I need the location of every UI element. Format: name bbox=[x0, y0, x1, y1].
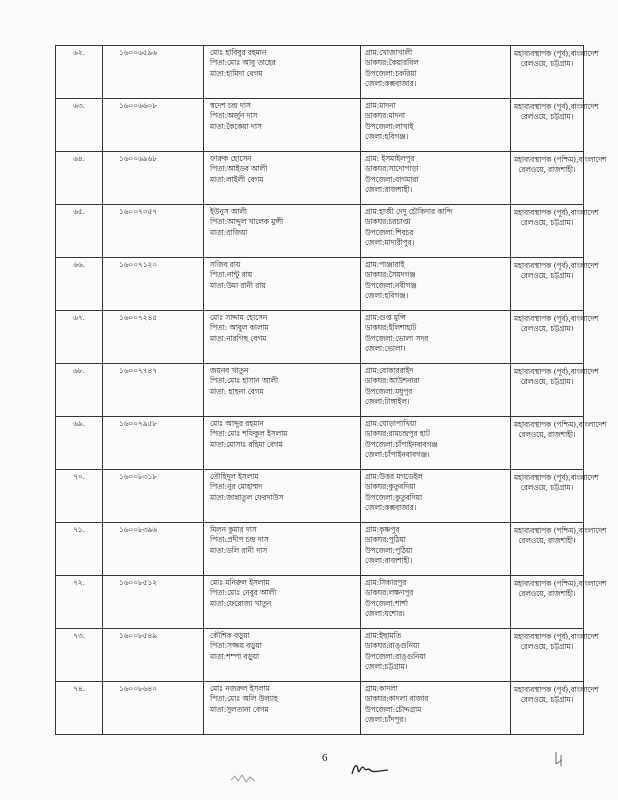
name-line: তৌহিদুল ইসলাম bbox=[210, 472, 259, 481]
address-line: গ্রাম:খোজাখালী bbox=[365, 48, 413, 57]
address-line: গ্রাম:পাঞ্জারাই bbox=[365, 260, 405, 269]
address-line: উপজেলা:রাঙ্গুনিয়া bbox=[365, 651, 426, 661]
address-line: গ্রাম:হাজী দেদু চৌকিদার কান্দি bbox=[365, 207, 453, 216]
name-line: মোঃ আব্দুর রহমান bbox=[210, 419, 264, 428]
address-line: জেলা:যশোর। bbox=[365, 609, 405, 619]
address-cell bbox=[361, 364, 511, 417]
posting-line: মহাব্যবস্থাপক (পূর্ব),বাংলাদেশ bbox=[514, 102, 599, 111]
address-line: ডাকঘর:সৈয়দগঞ্জ bbox=[365, 270, 416, 280]
name-line: মাতা:সুলতানা বেগম bbox=[210, 704, 269, 714]
address-line: জেলা:টাঙ্গাইল। bbox=[365, 397, 410, 407]
posting-line: মহাব্যবস্থাপক (পূর্ব),বাংলাদেশ bbox=[514, 314, 599, 323]
serial-cell: ৬৫. bbox=[56, 205, 103, 258]
posting-cell bbox=[511, 470, 599, 523]
name-cell bbox=[204, 682, 361, 735]
roll-cell: ১৬০০৭২৪৫ bbox=[103, 311, 204, 364]
name-line: পিতা:মোঃ নেবুর আলী bbox=[210, 588, 277, 598]
posting-line: মহাব্যবস্থাপক (পূর্ব),বাংলাদেশ bbox=[514, 367, 599, 376]
address-line: ডাকঘর:চরচাপ্তা bbox=[365, 217, 411, 227]
address-line: জেলা:মাদারীপুর। bbox=[365, 238, 415, 248]
roll-cell: ১৬০০৬৫৯৬ bbox=[103, 46, 204, 99]
address-line: গ্রাম:ঘোড়াপাখিয়া bbox=[365, 419, 417, 428]
address-cell bbox=[361, 629, 511, 682]
posting-line: রেলওয়ে, চট্টগ্রাম। bbox=[520, 218, 574, 228]
serial-cell: ৬৭. bbox=[56, 311, 103, 364]
signature-mark bbox=[348, 758, 392, 780]
name-line: পিতা:প্রদীপ চন্দ্র দাস bbox=[210, 535, 269, 545]
serial-cell: ৭৪. bbox=[56, 682, 103, 735]
serial-cell: ৭৩. bbox=[56, 629, 103, 682]
name-line: মাতা:হামিদা বেগম bbox=[210, 68, 263, 78]
address-line: জেলা:চাঁপাইনবাবগঞ্জ। bbox=[365, 450, 430, 460]
address-line: জেলা:কক্সবাজার। bbox=[365, 503, 417, 513]
table-row bbox=[56, 99, 584, 152]
name-cell bbox=[204, 99, 361, 152]
name-line: মোঃ মনিরুল ইসলাম bbox=[210, 578, 270, 587]
name-line: পিতা:মোঃ আবু তাহের bbox=[210, 58, 276, 68]
name-cell bbox=[204, 46, 361, 99]
address-line: ডাকঘর:কুতুবদিয়া bbox=[365, 482, 416, 492]
address-cell bbox=[361, 417, 511, 470]
serial-cell: ৬৬. bbox=[56, 258, 103, 311]
name-line: মাতা:শম্পা বড়ুয়া bbox=[210, 651, 260, 661]
stamp-smudge bbox=[229, 772, 259, 786]
address-line: উপজেলা:শিবচর bbox=[365, 227, 414, 237]
serial-cell: ৭১. bbox=[56, 523, 103, 576]
address-line: গ্রাম:কাদলা bbox=[365, 684, 398, 693]
name-line: মাতা:রাজিয়া bbox=[210, 227, 248, 237]
address-line: ডাকঘর:মাদনা bbox=[365, 111, 406, 121]
posting-line: মহাব্যবস্থাপক (পশ্চিম),বাংলাদেশ bbox=[514, 579, 607, 588]
posting-cell bbox=[511, 46, 599, 99]
posting-cell bbox=[511, 311, 599, 364]
posting-line: রেলওয়ে, রাজশাহী। bbox=[518, 165, 576, 175]
address-cell bbox=[361, 258, 511, 311]
roll-cell: ১৬০০৮৩১৮ bbox=[103, 470, 204, 523]
name-line: মাতা:উমা রানী রায় bbox=[210, 280, 266, 290]
table-row bbox=[56, 470, 584, 523]
address-line: ডাকঘর:কৈয়ারবিল bbox=[365, 58, 419, 68]
name-cell bbox=[204, 205, 361, 258]
address-cell bbox=[361, 152, 511, 205]
address-line: উপজেলা:লাখাই bbox=[365, 121, 414, 131]
posting-cell bbox=[511, 417, 607, 470]
name-line: মোঃ সাদ্দাম হোসেন bbox=[210, 313, 268, 322]
name-cell bbox=[204, 417, 361, 470]
posting-line: রেলওয়ে, চট্টগ্রাম। bbox=[520, 695, 574, 705]
table-row bbox=[56, 629, 584, 682]
address-line: জেলা:রাজশাহী। bbox=[365, 556, 413, 566]
address-line: ডাকঘর:আউশনারা bbox=[365, 376, 420, 386]
posting-line: মহাব্যবস্থাপক (পশ্চিম),বাংলাদেশ bbox=[514, 420, 607, 429]
posting-line: রেলওয়ে, রাজশাহী। bbox=[518, 589, 576, 599]
posting-line: রেলওয়ে, চট্টগ্রাম। bbox=[520, 483, 574, 493]
posting-line: মহাব্যবস্থাপক (পূর্ব),বাংলাদেশ bbox=[514, 261, 599, 270]
name-line: মাতা:ডলি রানী দাস bbox=[210, 545, 268, 555]
address-line: উপজেলা:নবীগঞ্জ bbox=[365, 280, 417, 290]
posting-cell bbox=[511, 364, 599, 417]
posting-cell bbox=[511, 523, 607, 576]
name-cell bbox=[204, 258, 361, 311]
name-line: পিতা:অর্জুন দাস bbox=[210, 111, 258, 121]
address-cell bbox=[361, 576, 511, 629]
serial-cell: ৭০. bbox=[56, 470, 103, 523]
name-line: মাতা: হাছনা বেগম bbox=[210, 386, 264, 396]
name-line: পিতা:মোঃ শফিকুল ইসলাম bbox=[210, 429, 288, 439]
roll-cell: ১৬০০৭১২০ bbox=[103, 258, 204, 311]
name-line: মোঃ হাবিবুর রহমান bbox=[210, 48, 267, 57]
name-cell bbox=[204, 470, 361, 523]
posting-cell bbox=[511, 682, 599, 735]
name-line: পিতা:নুর মোহাম্মদ bbox=[210, 482, 263, 492]
posting-cell bbox=[511, 99, 599, 152]
page-number: 6 bbox=[322, 752, 328, 764]
name-line: পিতা:আইডব আলী bbox=[210, 164, 268, 174]
address-line: ডাকঘর:ইলিশাহাট bbox=[365, 323, 417, 333]
table-row bbox=[56, 311, 584, 364]
address-line: উপজেলা:চকরিয়া bbox=[365, 68, 417, 78]
name-line: পিতা: আবুল কালাম bbox=[210, 323, 269, 333]
posting-line: মহাব্যবস্থাপক (পশ্চিম),বাংলাদেশ bbox=[514, 526, 607, 535]
address-cell bbox=[361, 46, 511, 99]
name-line: পিতা:মোঃ হাসান আলী bbox=[210, 376, 279, 386]
posting-line: রেলওয়ে, চট্টগ্রাম। bbox=[520, 642, 574, 652]
roll-cell: ১৬০০৭৭৪৭ bbox=[103, 364, 204, 417]
address-line: উপজেলা:চাঁপাইনবাবগঞ্জ bbox=[365, 439, 438, 449]
name-line: পিতা:সজ্জয় বড়ুয়া bbox=[210, 641, 262, 651]
table-row bbox=[56, 258, 584, 311]
name-line: পিতা:মোঃ অলি উল্যাহ bbox=[210, 694, 278, 704]
name-line: পিতা:নান্টু রায় bbox=[210, 270, 253, 280]
roll-cell: ১৬০০৭৯৫৮ bbox=[103, 417, 204, 470]
address-line: জেলা:হবিগঞ্জ। bbox=[365, 132, 409, 142]
address-line: গ্রাম:গুপ্ত মুন্সি bbox=[365, 313, 406, 322]
address-line: জেলা:চাঁদপুর। bbox=[365, 715, 406, 725]
address-line: জেলা:কক্সবাজার। bbox=[365, 79, 417, 89]
name-cell bbox=[204, 523, 361, 576]
address-line: ডাকঘর:সাদোপাড়া bbox=[365, 164, 419, 174]
table-row bbox=[56, 576, 584, 629]
address-line: গ্রাম: ইসমাইলপুর bbox=[365, 154, 415, 163]
serial-cell: ৬৩. bbox=[56, 99, 103, 152]
address-line: উপজেলা:শার্শা bbox=[365, 598, 408, 608]
posting-line: রেলওয়ে, রাজশাহী। bbox=[518, 430, 576, 440]
name-line: মিলন কুমার দাস bbox=[210, 525, 257, 534]
address-line: উপজেলা:পুঠিয়া bbox=[365, 545, 413, 555]
name-line: মোঃ নজরুল ইসলাম bbox=[210, 684, 270, 693]
name-line: সজিব রায় bbox=[210, 260, 241, 269]
name-line: ফারুক হোসেন bbox=[210, 154, 252, 163]
address-line: ডাকঘর:পুঠিয়া bbox=[365, 535, 406, 545]
address-line: ডাকঘর:রামচন্দ্রপুর হাট bbox=[365, 429, 430, 439]
table-row bbox=[56, 523, 584, 576]
serial-cell: ৬৯. bbox=[56, 417, 103, 470]
name-cell bbox=[204, 629, 361, 682]
address-line: ডাকঘর:রাঙ্গুনিয়া bbox=[365, 641, 420, 651]
roll-cell: ১৬০০৮৩৯৬ bbox=[103, 523, 204, 576]
address-cell bbox=[361, 470, 511, 523]
address-line: গ্রাম:সিকারপুর bbox=[365, 578, 407, 587]
name-line: মাতা:ফেরোজা খাতুন bbox=[210, 598, 272, 608]
address-line: ডাকঘর:লক্ষণপুর bbox=[365, 588, 414, 598]
address-cell bbox=[361, 311, 511, 364]
serial-cell: ৬৪. bbox=[56, 152, 103, 205]
name-line: ইউনুস আলী bbox=[210, 207, 248, 216]
posting-line: মহাব্যবস্থাপক (পূর্ব),বাংলাদেশ bbox=[514, 208, 599, 217]
name-line: মাতা:লাইলী বেগম bbox=[210, 174, 264, 184]
roll-cell: ১৬০০৮৫১২ bbox=[103, 576, 204, 629]
address-line: জেলা:চট্টগ্রাম। bbox=[365, 662, 408, 672]
address-line: ডাকঘর:কাদলা বাজার bbox=[365, 694, 429, 704]
name-line: কৌশিক বড়ুয়া bbox=[210, 631, 250, 640]
candidate-table bbox=[55, 45, 607, 735]
table-row bbox=[56, 364, 584, 417]
name-line: জয়নব খাতুন bbox=[210, 366, 249, 375]
address-line: উপজেলা:ভোলা সদর bbox=[365, 333, 429, 343]
name-line: মাতা:নারগিছ বেগম bbox=[210, 333, 267, 343]
table-row bbox=[56, 152, 584, 205]
posting-line: রেলওয়ে, চট্টগ্রাম। bbox=[520, 112, 574, 122]
posting-line: মহাব্যবস্থাপক (পূর্ব),বাংলাদেশ bbox=[514, 473, 599, 482]
name-line: মাতা:জান্নাতুল ফেরদাউস bbox=[210, 492, 284, 502]
name-cell bbox=[204, 576, 361, 629]
serial-cell: ৬৮. bbox=[56, 364, 103, 417]
address-line: জেলা:ভোলা। bbox=[365, 344, 406, 354]
posting-cell bbox=[511, 258, 599, 311]
name-line: পিতা:আব্দুল খালেক মুন্সী bbox=[210, 217, 284, 227]
address-line: গ্রাম:উত্তর মগডেইল bbox=[365, 472, 423, 481]
name-cell bbox=[204, 364, 361, 417]
name-line: মাতা:মোসাঃ রহিমা বেগম bbox=[210, 439, 283, 449]
roll-cell: ১৬০০৮৬৪০ bbox=[103, 682, 204, 735]
address-cell bbox=[361, 205, 511, 258]
posting-cell bbox=[511, 205, 599, 258]
address-line: গ্রাম:মাদনা bbox=[365, 101, 396, 110]
address-line: গ্রাম:বোকাররাইদ bbox=[365, 366, 414, 375]
address-line: উপজেলা:চৌদ্দগ্রাম bbox=[365, 704, 422, 714]
posting-line: মহাব্যবস্থাপক (পূর্ব),বাংলাদেশ bbox=[514, 632, 599, 641]
address-line: জেলা:হবিগঞ্জ। bbox=[365, 291, 409, 301]
address-line: গ্রাম:ইছামতি bbox=[365, 631, 402, 640]
posting-cell bbox=[511, 629, 599, 682]
posting-line: রেলওয়ে, চট্টগ্রাম। bbox=[520, 324, 574, 334]
roll-cell: ১৬০০৬৯৬৮ bbox=[103, 152, 204, 205]
address-line: গ্রাম:কৃষ্ণপুর bbox=[365, 525, 400, 534]
name-line: মাতা:কৈকেয়া দাস bbox=[210, 121, 262, 131]
roll-cell: ১৬০০৭০৫৭ bbox=[103, 205, 204, 258]
posting-line: রেলওয়ে, চট্টগ্রাম। bbox=[520, 59, 574, 69]
table-row bbox=[56, 46, 584, 99]
address-line: উপজেলা:বাগমারা bbox=[365, 174, 419, 184]
address-line: উপজেলা:মধুপুর bbox=[365, 386, 413, 396]
name-cell bbox=[204, 152, 361, 205]
margin-mark bbox=[553, 751, 565, 767]
address-cell bbox=[361, 523, 511, 576]
posting-line: মহাব্যবস্থাপক (পশ্চিম),বাংলাদেশ bbox=[514, 155, 607, 164]
address-line: জেলা:রাজশাহী। bbox=[365, 185, 413, 195]
posting-line: রেলওয়ে, চট্টগ্রাম। bbox=[520, 271, 574, 281]
table-row bbox=[56, 417, 584, 470]
serial-cell: ৭২. bbox=[56, 576, 103, 629]
address-cell bbox=[361, 682, 511, 735]
name-line: স্বদেশ চন্দ্র দাস bbox=[210, 101, 251, 110]
name-cell bbox=[204, 311, 361, 364]
roll-cell: ১৬০০৮৫৪৯ bbox=[103, 629, 204, 682]
posting-cell bbox=[511, 152, 607, 205]
roll-cell: ১৬০০৬৬০৮ bbox=[103, 99, 204, 152]
posting-line: রেলওয়ে, রাজশাহী। bbox=[518, 536, 576, 546]
table-row bbox=[56, 205, 584, 258]
address-cell bbox=[361, 99, 511, 152]
posting-line: মহাব্যবস্থাপক (পূর্ব),বাংলাদেশ bbox=[514, 685, 599, 694]
posting-line: রেলওয়ে, চট্টগ্রাম। bbox=[520, 377, 574, 387]
posting-cell bbox=[511, 576, 607, 629]
posting-line: মহাব্যবস্থাপক (পূর্ব),বাংলাদেশ bbox=[514, 49, 599, 58]
serial-cell: ৬২. bbox=[56, 46, 103, 99]
table-row bbox=[56, 682, 584, 735]
address-line: উপজেলা:কুতুবদিয়া bbox=[365, 492, 423, 502]
